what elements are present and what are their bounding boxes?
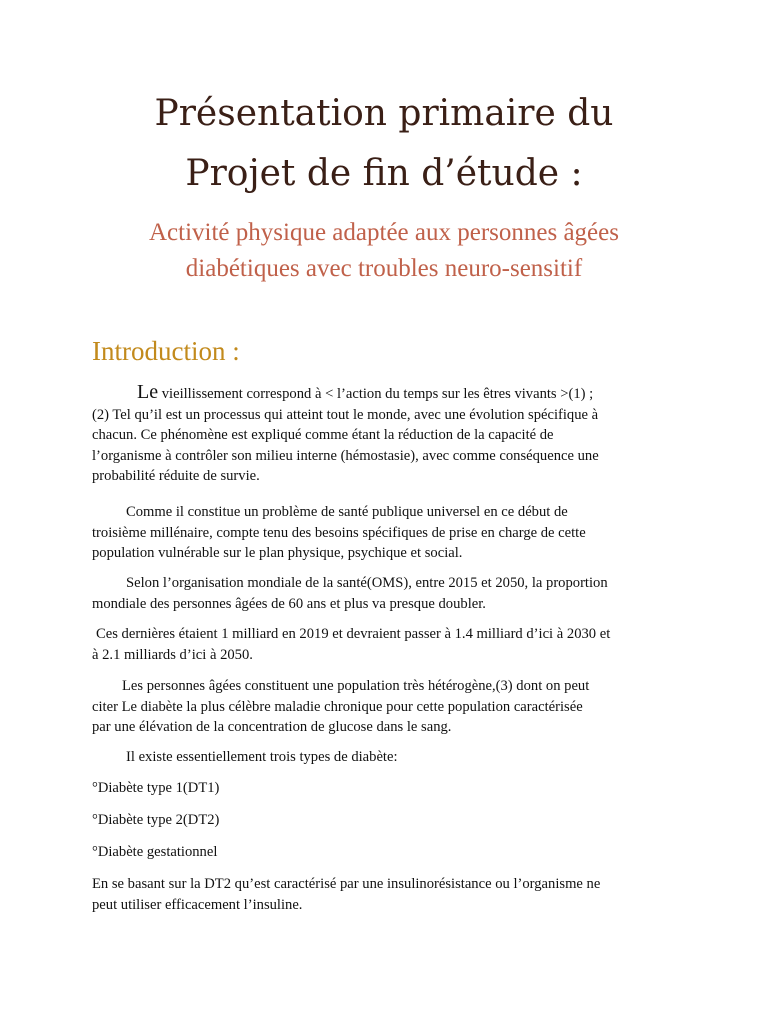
diabetes-type-list-item-2: °Diabète type 2(DT2) [92,812,220,828]
paragraph-6-line-1: Il existe essentiellement trois types de diabète: [126,749,398,765]
paragraph-7 [92,874,682,915]
paragraph-1-line-1: vieillissement correspond à < l’action du temps sur les êtres vivants >(1) ; [158,386,594,402]
paragraph-1-line-2: (2) Tel qu’il est un processus qui atteint tout le monde, avec une évolution spécifique à [92,406,599,423]
paragraph-3 [92,573,682,614]
paragraph-4-line-2: à 2.1 milliards d’ici à 2050. [92,646,253,663]
paragraph-2-line-1: Comme il constitue un problème de santé publique universel en ce début de [126,504,568,520]
paragraph-7-line-1: En se basant sur la DT2 qu’est caractérisé par une insulinorésistance ou l’organisme ne [92,876,601,892]
document-title-line-1: Présentation primaire du [154,93,614,134]
paragraph-5-line-2: citer Le diabète la plus célèbre maladie chronique pour cette population caractérisée [92,698,583,715]
diabetes-type-list-item-3: °Diabète gestationnel [92,844,218,860]
paragraph-2 [92,502,682,564]
section-heading-introduction: Introduction : [92,336,240,366]
paragraph-5 [92,676,682,738]
paragraph-1-line-4: l’organisme à contrôler son milieu interne (hémostasie), avec comme conséquence une [92,447,599,464]
diabetes-type-list-item-1: °Diabète type 1(DT1) [92,780,220,796]
paragraph-4 [92,624,682,665]
paragraph-2-line-3: population vulnérable sur le plan physique, psychique et social. [92,545,463,561]
paragraph-4-line-1: Ces dernières étaient 1 milliard en 2019 et devraient passer à 1.4 milliard d’ici à 2030 et [96,626,611,642]
document-subtitle-line-1: Activité physique adaptée aux personnes âgées [149,219,619,246]
paragraph-5-line-1: Les personnes âgées constituent une population très hétérogène,(3) dont on peut [122,678,590,694]
paragraph-2-line-2: troisième millénaire, compte tenu des besoins spécifiques de prise en charge de cette [92,524,586,541]
paragraph-6 [92,747,682,768]
paragraph-1-first-word: Le [137,381,159,403]
document-subtitle-line-2: diabétiques avec troubles neuro-sensitif [185,255,583,282]
paragraph-1-line-5: probabilité réduite de survie. [92,468,260,484]
paragraph-5-line-3: par une élévation de la concentration de glucose dans le sang. [92,719,452,735]
paragraph-1-line-3: chacun. Ce phénomène est expliqué comme étant la réduction de la capacité de [92,427,554,443]
paragraph-3-line-1: Selon l’organisation mondiale de la santé(OMS), entre 2015 et 2050, la proportion [126,575,608,591]
paragraph-7-line-2: peut utiliser efficacement l’insuline. [92,896,303,913]
paragraph-1 [92,382,682,487]
paragraph-3-line-2: mondiale des personnes âgées de 60 ans et plus va presque doubler. [92,595,486,612]
document-title-line-2: Projet de fin d’étude : [185,153,583,194]
